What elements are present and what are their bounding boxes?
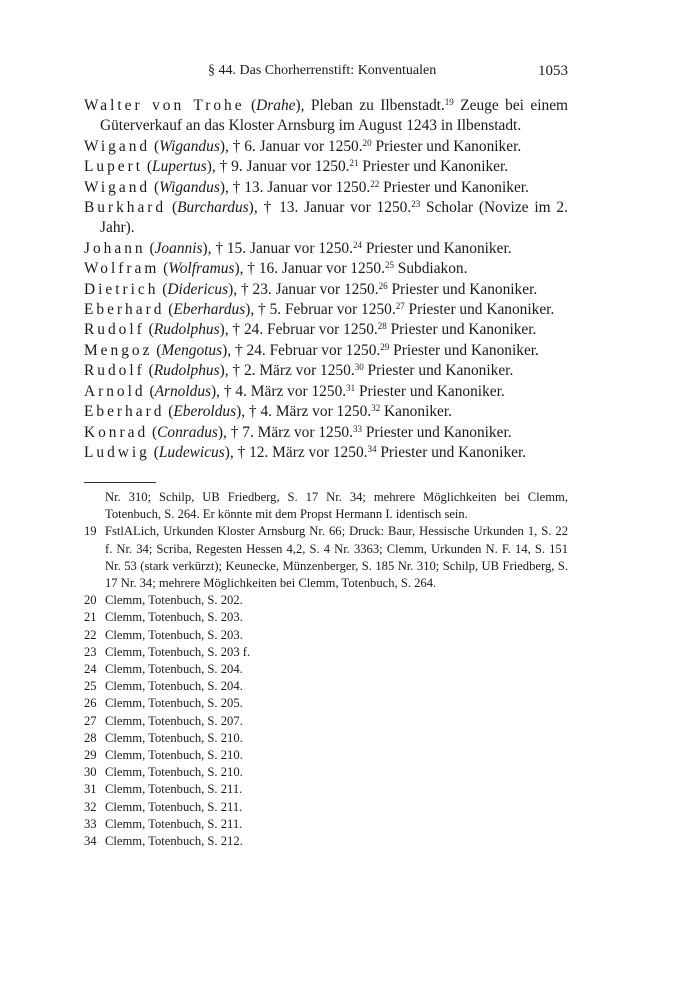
footnote-number: 31 [84,782,97,797]
footnote [84,747,568,764]
entry-name: Wigand [84,178,151,196]
entry-name: Walter von Trohe [84,97,245,114]
footnote-ref: 29 [380,341,390,352]
footnote-text: Clemm, Totenbuch, S. 203. [105,627,243,642]
entry-text: , † 2. März vor 1250. [224,362,355,380]
entry-name: Eberhard [84,301,165,319]
footnote-separator [84,482,156,483]
footnote-ref: 19 [444,97,454,107]
footnote-number: 28 [84,730,97,745]
footnote [84,833,568,850]
footnote-text: Clemm, Totenbuch, S. 211. [105,816,243,831]
footnote-list [84,523,568,850]
footnote-text: Clemm, Totenbuch, S. 210. [105,748,243,763]
entry: Lupert (Lupertus), † 9. Januar vor 1250.21 Priester und Kanoniker. [84,158,509,176]
entry-latin-name: Conradus [157,423,218,441]
entry: Eberhard (Eberoldus), † 4. März vor 1250.32 Kanoniker. [84,403,452,421]
footnote-number: 22 [84,627,97,642]
entry-text-after: Priester und Kanoniker. [386,321,537,339]
entry-name: Lupert [84,158,144,176]
entry-text-after: Priester und Kanoniker. [389,341,539,359]
footnote-number: 19 [84,524,97,539]
footnote [84,816,568,833]
footnote-text: Clemm, Totenbuch, S. 211. [105,799,243,814]
entry-text-after: Scholar (Novize im 2. Jahr). [100,199,568,237]
footnote-ref: 24 [352,239,362,250]
entry: Wigand (Wigandus), † 6. Januar vor 1250.20 Priester und Kanoniker. [84,137,522,155]
entry-text: , Pleban zu Ilbenstadt. [300,97,445,114]
footnote-number: 29 [84,748,97,763]
footnote-continuation: Nr. 310; Schilp, UB Friedberg, S. 17 Nr. 34; mehrere Möglichkeiten bei Clemm, Totenbuch, S. 264. Er könnte mit dem Propst Hermann I. identisch sein. [105,490,568,522]
entry: Johann (Joannis), † 15. Januar vor 1250.24 Priester und Kanoniker. [84,239,512,257]
footnote [84,661,568,678]
entry-name: Dietrich [84,280,159,298]
entry-text-after: Priester und Kanoniker. [361,239,512,257]
entries-list [84,96,568,463]
entry-text: , † 4. März vor 1250. [241,403,372,421]
entry: Ludwig (Ludewicus), † 12. März vor 1250.34 Priester und Kanoniker. [84,443,527,461]
entry-name: Rudolf [84,362,145,380]
footnote-text: Clemm, Totenbuch, S. 203 f. [105,644,251,659]
footnote [84,713,568,730]
footnote-ref: 31 [346,382,356,393]
footnote-number: 33 [84,816,97,831]
footnote-number: 32 [84,799,97,814]
footnote [84,644,568,661]
footnote-ref: 25 [384,260,394,271]
footnote [84,678,568,695]
entry: Eberhard (Eberhardus), † 5. Februar vor 1250.27 Priester und Kanoniker. [84,301,555,319]
entry-latin-name: Eberoldus [173,403,237,421]
footnote-ref: 34 [367,443,377,454]
entry-text: , † 16. Januar vor 1250. [239,260,385,278]
entry-latin-name: Wolframus [168,260,235,278]
entry-name: Burkhard [84,199,167,217]
entry-text: , † 24. Februar vor 1250. [224,321,378,339]
entry-latin-name: Rudolphus [153,362,220,380]
entry-text-after: Priester und Kanoniker. [371,137,522,155]
entry-text-after: Priester und Kanoniker. [358,158,509,176]
entry-text-after: Priester und Kanoniker. [379,178,529,196]
footnote [84,627,568,644]
entry-name: Konrad [84,423,149,441]
footnote-text: Clemm, Totenbuch, S. 202. [105,593,243,608]
entry-latin-name: Eberhardus [173,301,246,319]
entry-latin-name: Lupertus [152,158,207,176]
footnote-number: 25 [84,679,97,694]
footnote-ref: 26 [378,280,388,291]
footnote [84,609,568,626]
footnote-ref: 20 [362,137,372,148]
footnote [84,730,568,747]
footnote-ref: 28 [377,321,387,332]
entry-latin-name: Joannis [154,239,203,257]
footnote [84,764,568,781]
footnote-text: Clemm, Totenbuch, S. 210. [105,730,243,745]
footnote [84,592,568,609]
footnote-ref: 23 [411,199,421,210]
entry-name: Eberhard [84,403,165,421]
entry-text: , † 13. Januar vor 1250. [224,178,371,196]
footnotes [84,489,568,850]
entry: Rudolf (Rudolphus), † 24. Februar vor 1250.28 Priester und Kanoniker. [84,321,537,339]
entry-text-after: Subdiakon. [393,260,468,278]
footnote-number: 26 [84,696,97,711]
entry-text-after: Priester und Kanoniker. [361,423,512,441]
entry: Rudolf (Rudolphus), † 2. März vor 1250.30 Priester und Kanoniker. [84,362,514,380]
footnote-ref: 22 [370,178,380,189]
footnote-text: FstlALich, Urkunden Kloster Arnsburg Nr. 66; Druck: Baur, Hessische Urkunden 1, S. 22 f. Nr. 34; Scriba, Regesten Hessen 4,2, S. 4 Nr. 3363; Clemm, Urkunden N. F. 14, S. 151 Nr. 53 (stark verkürzt); Keunecke, Münzenberger, S. 185 Nr. 310; Schilp, UB Friedberg, S. 17 Nr. 34; mehrere Möglichkeiten bei Clemm, Totenbuch, S. 264. [105,524,568,591]
running-title: § 44. Das Chorherrenstift: Konventualen [208,63,437,78]
entry-latin-name: Drahe [256,97,296,114]
entry-latin-name: Burchardus [177,199,249,217]
entry-latin-name: Mengotus [161,341,223,359]
entry: Burkhard (Burchardus), † 13. Januar vor 1250.23 Scholar (Novize im 2. Jahr). [84,199,568,237]
entry: Dietrich (Didericus), † 23. Januar vor 1250.26 Priester und Kanoniker. [84,280,538,298]
footnote-ref: 30 [354,362,364,373]
footnote-text: Clemm, Totenbuch, S. 210. [105,765,243,780]
footnote-text: Clemm, Totenbuch, S. 204. [105,662,243,677]
entry-text-after: Priester und Kanoniker. [363,362,514,380]
footnote-text: Clemm, Totenbuch, S. 212. [105,834,243,849]
footnote [84,799,568,816]
entry-latin-name: Ludewicus [158,443,225,461]
footnote-ref: 21 [349,158,359,169]
footnote-number: 34 [84,834,97,849]
entry-text-after: Priester und Kanoniker. [387,280,538,298]
entry-text-after: Priester und Kanoniker. [404,301,555,319]
entry-text: , † 7. März vor 1250. [223,423,353,441]
entry-text-after: Kanoniker. [380,403,452,421]
entry-name: Johann [84,239,146,257]
footnote-ref: 33 [352,423,362,434]
footnote-number: 30 [84,765,97,780]
entry-name: Mengoz [84,341,153,359]
entry: Arnold (Arnoldus), † 4. März vor 1250.31 Priester und Kanoniker. [84,382,505,400]
entry-latin-name: Arnoldus [154,382,212,400]
entry-text-after: Zeuge bei einem Güterverkauf an das Kloster Arnsburg im August 1243 in Ilbenstadt. [100,97,568,135]
entry: Walter von Trohe (Drahe), Pleban zu Ilbenstadt.$^{19}$ Zeuge bei einem Güterverkauf an das Kloster Arnsburg im August 1243 in Ilbenstadt. [84,97,568,135]
entry-latin-name: Wigandus [159,178,220,196]
entry-text: , † 15. Januar vor 1250. [207,239,353,257]
footnote-number: 23 [84,644,97,659]
footnote-number: 27 [84,713,97,728]
entry-text-after: Priester und Kanoniker. [376,443,527,461]
entry-text: , † 5. Februar vor 1250. [250,301,396,319]
entry-text: , † 9. Januar vor 1250. [211,158,350,176]
entry-name: Ludwig [84,443,150,461]
footnote-ref: 32 [371,403,381,414]
entry-name: Arnold [84,382,146,400]
entry-latin-name: Wigandus [159,137,220,155]
footnote-text: Clemm, Totenbuch, S. 204. [105,679,243,694]
entry-text: , † 12. März vor 1250. [229,443,368,461]
entry-text-after: Priester und Kanoniker. [355,382,505,400]
entry-latin-name: Rudolphus [153,321,220,339]
entry-text: , † 13. Januar vor 1250. [253,199,412,217]
entry: Wigand (Wigandus), † 13. Januar vor 1250.22 Priester und Kanoniker. [84,178,529,196]
entry-text: , † 6. Januar vor 1250. [224,137,363,155]
footnote [84,523,568,592]
entry: Konrad (Conradus), † 7. März vor 1250.33 Priester und Kanoniker. [84,423,512,441]
entry: Wolfram (Wolframus), † 16. Januar vor 1250.25 Subdiakon. [84,260,468,278]
entry-text: , † 24. Februar vor 1250. [227,341,381,359]
entry-name: Wigand [84,137,151,155]
footnote-text: Clemm, Totenbuch, S. 207. [105,713,243,728]
footnote [84,781,568,798]
entry: Mengoz (Mengotus), † 24. Februar vor 1250.29 Priester und Kanoniker. [84,341,539,359]
footnote-text: Clemm, Totenbuch, S. 203. [105,610,243,625]
footnote-text: Clemm, Totenbuch, S. 211. [105,782,243,797]
entry-name: Wolfram [84,260,160,278]
entry-latin-name: Didericus [167,280,229,298]
entry-text: , † 4. März vor 1250. [216,382,347,400]
entry-text: , † 23. Januar vor 1250. [233,280,379,298]
footnote-number: 20 [84,593,97,608]
footnote-number: 24 [84,662,97,677]
footnote-number: 21 [84,610,97,625]
page-number: 1053 [538,63,568,79]
footnote-ref: 27 [395,301,405,312]
footnote [84,695,568,712]
entry-name: Rudolf [84,321,145,339]
footnote-text: Clemm, Totenbuch, S. 205. [105,696,243,711]
